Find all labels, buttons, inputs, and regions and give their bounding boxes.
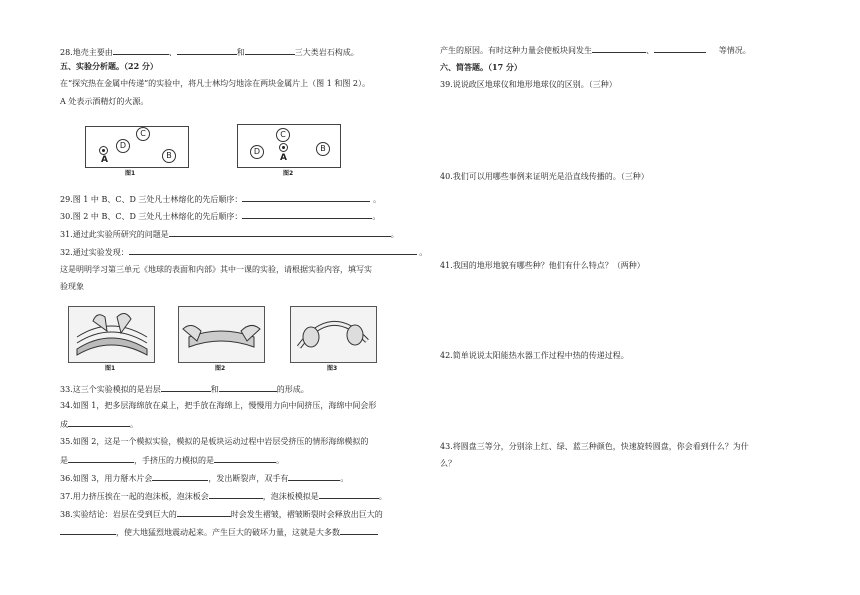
point-d: D bbox=[250, 145, 264, 159]
point-c: C bbox=[136, 127, 150, 141]
answer-blank[interactable] bbox=[169, 228, 391, 237]
point-d: D bbox=[116, 139, 130, 153]
experiment-intro: 在“探究热在金属中传递”的实验中，将凡士林均匀地涂在两块金属片上（图 1 和图 2）。 bbox=[60, 79, 370, 88]
question-37: 37.用力挤压挨在一起的泡沫板，泡沫板会 ，泡沫板模拟是 。 bbox=[60, 492, 387, 501]
answer-blank[interactable] bbox=[68, 454, 134, 463]
figure-2-caption: 图2 bbox=[283, 170, 294, 177]
section-6-title: 六、简答题。（17 分） bbox=[440, 62, 522, 72]
wood-bending-photo bbox=[290, 306, 377, 363]
question-34: 34.如图 1，把多层海绵放在桌上，把手放在海绵上，慢慢用力向中间挤压，海绵中间会形 bbox=[60, 401, 377, 410]
question-39: 39.说说政区地球仪和地形地球仪的区别。（三种） bbox=[440, 80, 617, 89]
point-b: B bbox=[162, 149, 176, 163]
answer-blank[interactable] bbox=[177, 508, 231, 517]
question-31: 31.通过此实验所研究的问题是 。 bbox=[60, 230, 399, 239]
experiment-intro: 这是明明学习第三单元《地球的表面和内部》其中一课的实验，请根据实验内容，填写实 bbox=[60, 265, 372, 274]
point-b: B bbox=[316, 142, 330, 156]
plate-illustration bbox=[179, 307, 264, 362]
answer-blank[interactable] bbox=[288, 472, 340, 481]
answer-blank[interactable] bbox=[209, 490, 263, 499]
photo-1-caption: 图1 bbox=[105, 365, 116, 372]
answer-blank[interactable] bbox=[177, 46, 237, 55]
answer-blank[interactable] bbox=[152, 472, 208, 481]
question-36: 36.如图 3，用力掰木片会 ，发出断裂声，双手有 。 bbox=[60, 474, 349, 483]
answer-blank[interactable] bbox=[60, 526, 116, 535]
question-42: 42.简单说说太阳能热水器工作过程中热的传递过程。 bbox=[440, 351, 629, 360]
answer-blank[interactable] bbox=[242, 193, 370, 202]
answer-blank[interactable] bbox=[113, 46, 169, 55]
question-43-cont: 么？ bbox=[440, 459, 456, 468]
experiment-intro: A 处表示酒精灯的火源。 bbox=[60, 97, 149, 106]
question-28: 28.地壳主要由 、 和 三大类岩石构成。 bbox=[60, 48, 359, 57]
question-38-cont: ，使大地猛烈地震动起来。产生巨大的破坏力量，这就是大多数 bbox=[60, 526, 378, 538]
question-41: 41.我国的地形地貌有哪些种？他们有什么特点？（两种） bbox=[440, 261, 645, 270]
question-35: 35.如图 2，这是一个模拟实验，模拟的是板块运动过程中岩层受挤压的情形海绵模拟的 bbox=[60, 437, 369, 446]
experiment-intro: 验现象 bbox=[60, 282, 84, 291]
photo-3-caption: 图3 bbox=[327, 365, 338, 372]
question-38: 38.实验结论：岩层在受到巨大的 时会发生褶皱，褶皱断裂时会释放出巨大的 bbox=[60, 510, 383, 519]
sponge-squeeze-photo bbox=[68, 306, 155, 363]
section-5-title: 五、实验分析题。（22 分） bbox=[60, 61, 158, 71]
question-40: 40.我们可以用哪些事例来证明光是沿直线传播的。（三种） bbox=[440, 172, 649, 181]
question-35-cont: 是 ，手挤压的力模拟的是 。 bbox=[60, 456, 284, 465]
answer-blank[interactable] bbox=[592, 44, 646, 53]
answer-blank[interactable] bbox=[654, 44, 706, 53]
photo-2-caption: 图2 bbox=[215, 365, 226, 372]
question-30: 30.图 2 中 B、C、D 三处凡士林熔化的先后顺序： 。 bbox=[60, 212, 381, 221]
figure-1-caption: 图1 bbox=[125, 170, 136, 177]
answer-blank[interactable] bbox=[219, 383, 277, 392]
flame-point-icon bbox=[99, 146, 108, 155]
sponge-illustration bbox=[69, 307, 154, 362]
wood-illustration bbox=[291, 307, 376, 362]
question-43: 43.将圆盘三等分，分别涂上红、绿、蓝三种颜色，快速旋转圆盘，你会看到什么？为什 bbox=[440, 442, 749, 451]
question-33: 33.这三个实验模拟的是岩层 和 的形成。 bbox=[60, 385, 309, 394]
answer-blank[interactable] bbox=[161, 383, 211, 392]
answer-blank[interactable] bbox=[129, 246, 417, 255]
answer-blank[interactable] bbox=[68, 418, 130, 427]
answer-blank[interactable] bbox=[214, 454, 276, 463]
figure-2-metal-plate bbox=[237, 124, 341, 168]
label-a: A bbox=[280, 153, 287, 163]
point-c: C bbox=[276, 128, 290, 142]
answer-blank[interactable] bbox=[245, 46, 295, 55]
answer-blank[interactable] bbox=[242, 210, 372, 219]
label-a: A bbox=[101, 155, 108, 165]
question-34-cont: 成 。 bbox=[60, 420, 138, 429]
question-32: 32.通过实验发现： 。 bbox=[60, 248, 428, 257]
plate-movement-photo bbox=[178, 306, 265, 363]
flame-point-icon bbox=[279, 143, 288, 152]
question-29: 29.图 1 中 B、C、D 三处凡士林熔化的先后顺序： 。 bbox=[60, 195, 381, 204]
figure-1-metal-plate bbox=[85, 126, 189, 168]
answer-blank[interactable] bbox=[340, 526, 378, 535]
answer-blank[interactable] bbox=[319, 490, 379, 499]
question-38-end: 产生的原因。有时这种力量会使板块间发生 、 等情况。 bbox=[440, 46, 751, 55]
